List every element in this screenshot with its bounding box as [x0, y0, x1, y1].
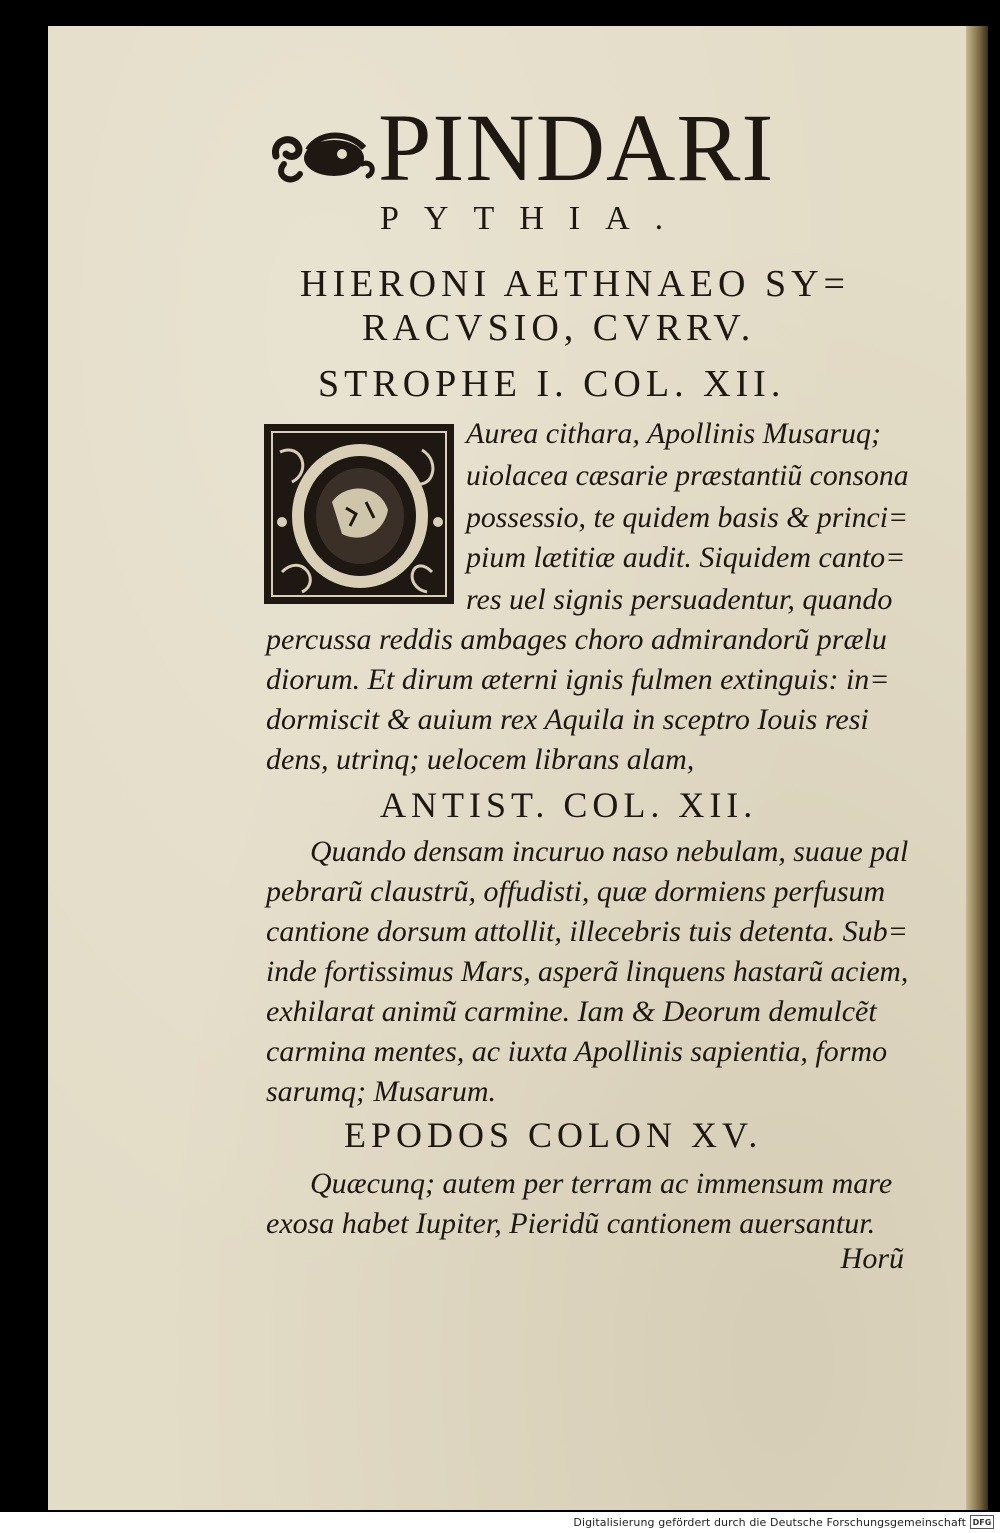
book-subtitle: PYTHIA. [380, 200, 689, 237]
catchword: Horũ [840, 1242, 904, 1275]
strophe-line: dens, utrinq; uelocem librans alam, [266, 743, 695, 776]
funding-credit: Digitalisierung gefördert durch die Deutsche Forschungsgemeinschaft [573, 1516, 966, 1529]
dedication-line-2: RACVSIO, CVRRV. [362, 307, 756, 349]
epodos-line: exosa habet Iupiter, Pieridũ cantionem auersantur. [266, 1207, 876, 1240]
dfg-logo-icon: DFG [970, 1515, 994, 1529]
antistrophe-line: inde fortissimus Mars, asperã linquens hastarũ aciem, [266, 955, 909, 988]
antistrophe-line: exhilarat animũ carmine. Iam & Deorum demulcẽt [266, 995, 877, 1028]
epodos-line: Quæcunq; autem per terram ac immensum mare [310, 1167, 893, 1200]
antistrophe-line: cantione dorsum attollit, illecebris tuis detenta. Sub= [266, 915, 908, 948]
page-gutter [966, 26, 988, 1510]
decorated-initial-o-icon [262, 422, 456, 606]
book-title: PINDARI [378, 94, 775, 201]
dedication-line-1: HIERONI AETHNAEO SY= [300, 263, 850, 305]
antistrophe-heading: ANTIST. COL. XII. [380, 785, 758, 825]
strophe-line: res uel signis persuadentur, quando [466, 583, 893, 616]
fleuron-ornament-icon [268, 120, 380, 192]
antistrophe-line: pebrarũ claustrũ, offudisti, quæ dormiens perfusum [266, 875, 886, 908]
antistrophe-line: carmina mentes, ac iuxta Apollinis sapientia, formo [266, 1035, 888, 1068]
antistrophe-line: sarumq; Musarum. [266, 1075, 497, 1108]
strophe-line: percussa reddis ambages choro admirandorũ prælu [266, 623, 887, 656]
strophe-line: diorum. Et dirum æterni ignis fulmen extinguis: in= [266, 663, 890, 696]
strophe-line: pium lætitiæ audit. Siquidem canto= [466, 541, 906, 574]
epodos-heading: EPODOS COLON XV. [344, 1115, 763, 1155]
strophe-line: dormiscit & auium rex Aquila in sceptro Iouis resi [266, 703, 869, 736]
strophe-heading: STROPHE I. COL. XII. [318, 363, 786, 405]
strophe-line: Aurea cithara, Apollinis Musaruq; [466, 417, 881, 450]
strophe-line: uiolacea cæsarie præstantiũ consona [466, 459, 909, 492]
strophe-line: possessio, te quidem basis & princi= [466, 501, 909, 534]
antistrophe-line: Quando densam incuruo naso nebulam, suaue pal [310, 835, 909, 868]
